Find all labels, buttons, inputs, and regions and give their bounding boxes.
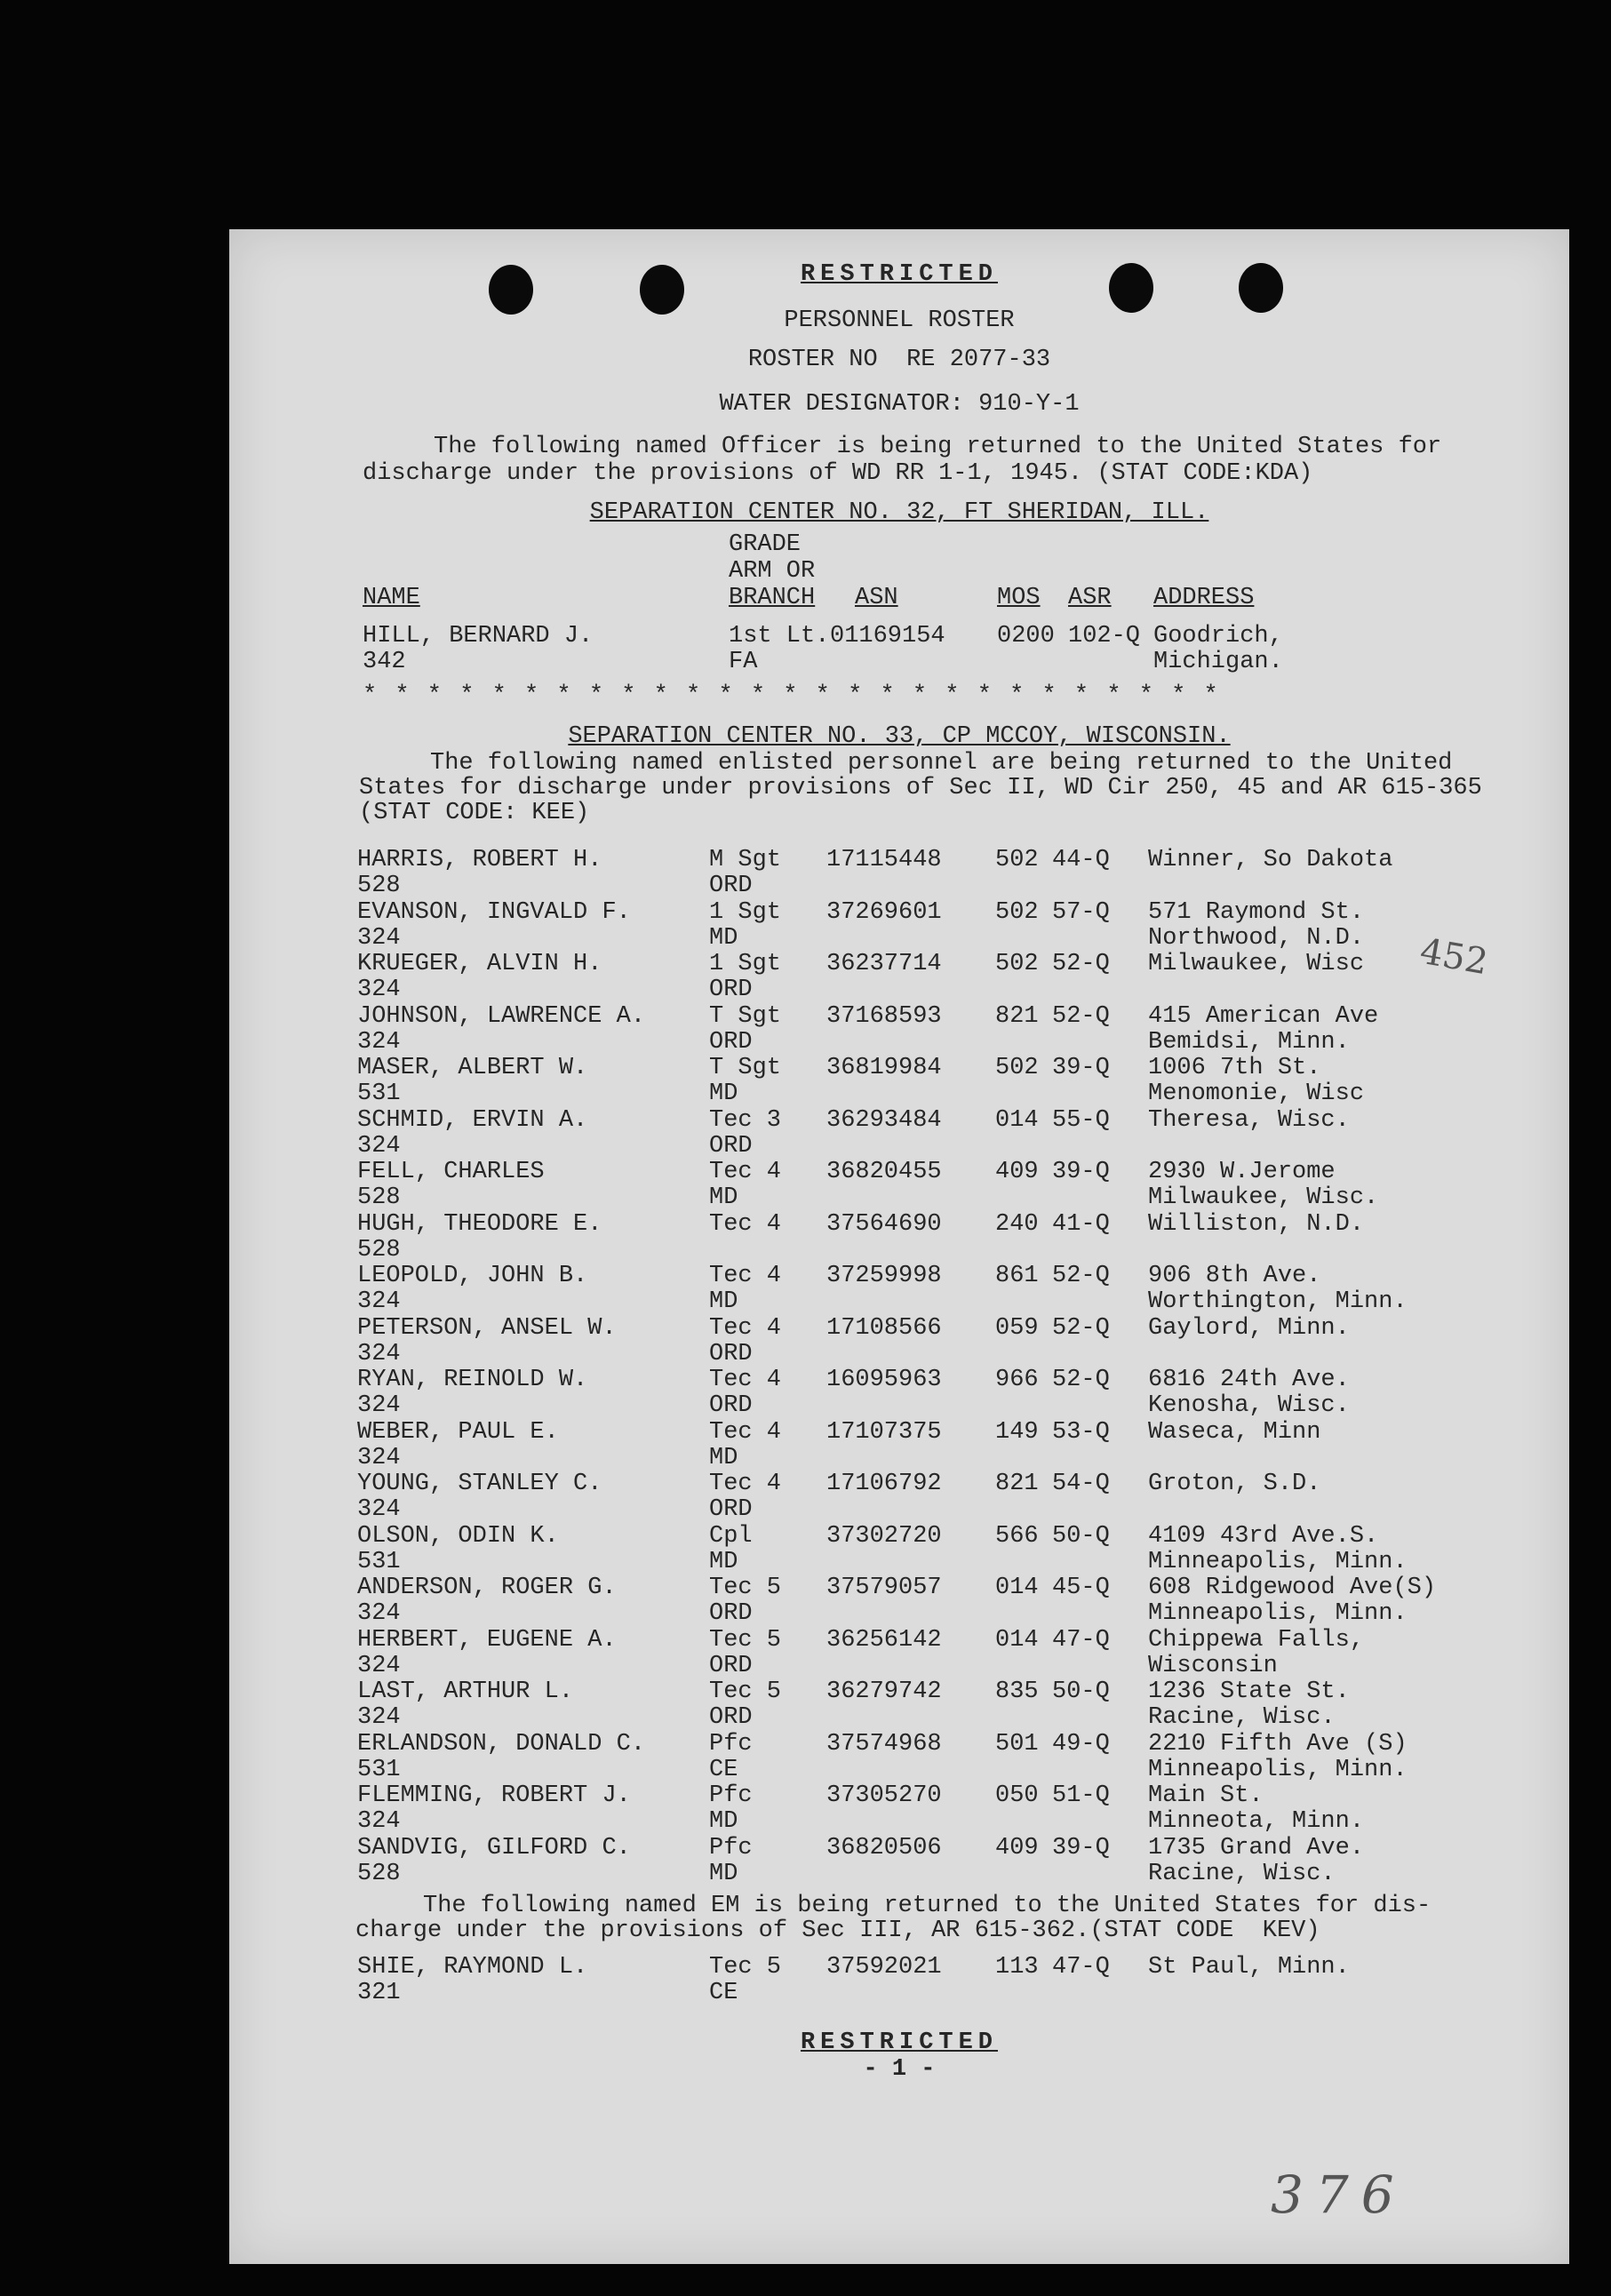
separation-center-32: SEPARATION CENTER NO. 32, FT SHERIDAN, ILL. — [589, 499, 1209, 526]
enlisted-code: 324 — [357, 1028, 401, 1056]
enlisted-asn: 37579057 — [826, 1575, 942, 1601]
enlisted-name: EVANSON, INGVALD F. — [357, 898, 631, 926]
enlisted-code: 528 — [357, 1236, 401, 1264]
enlisted-branch: MD — [709, 1288, 738, 1315]
enlisted-asn: 17107375 — [826, 1418, 942, 1446]
enlisted-address-line1: Williston, N.D. — [1148, 1210, 1365, 1238]
enlisted-code: 324 — [357, 1652, 401, 1679]
enlisted-code: 531 — [357, 1080, 401, 1107]
enlisted-branch: MD — [709, 1080, 738, 1107]
officer-grade: 1st Lt. — [729, 623, 830, 650]
officer-address-line2: Michigan. — [1153, 649, 1283, 675]
enlisted-mos: 149 — [995, 1418, 1039, 1446]
table-row — [229, 1732, 1569, 1783]
enlisted-address-line2: Milwaukee, Wisc. — [1148, 1184, 1379, 1211]
officer-branch: FA — [729, 649, 758, 675]
officer-address-line1: Goodrich, — [1153, 623, 1283, 650]
column-header-grade: GRADE — [729, 531, 802, 558]
enlisted-address-line1: Groton, S.D. — [1148, 1471, 1321, 1497]
enlisted-grade: Tec 5 — [709, 1678, 782, 1705]
restricted-header: RESTRICTED — [800, 261, 999, 288]
enlisted-asr: 52-Q — [1052, 1314, 1110, 1342]
enlisted-code: 324 — [357, 924, 401, 952]
enlisted-intro-line1: The following named enlisted personnel are being returned to the United — [430, 750, 1453, 777]
enlisted-grade: 1 Sgt — [709, 898, 782, 926]
enlisted-name: FLEMMING, ROBERT J. — [357, 1782, 631, 1809]
em-row — [229, 1955, 1569, 2006]
enlisted-name: FELL, CHARLES — [357, 1159, 545, 1185]
table-row — [229, 952, 1569, 1003]
enlisted-grade: M Sgt — [709, 847, 782, 873]
table-row — [229, 1367, 1569, 1419]
enlisted-grade: Tec 4 — [709, 1471, 782, 1497]
enlisted-asn: 37302720 — [826, 1522, 942, 1550]
enlisted-address-line1: Waseca, Minn — [1148, 1418, 1321, 1446]
enlisted-address-line2: Racine, Wisc. — [1148, 1704, 1336, 1731]
enlisted-asr: 52-Q — [1052, 1002, 1110, 1030]
enlisted-code: 324 — [357, 1392, 401, 1419]
separation-center-33: SEPARATION CENTER NO. 33, CP MCCOY, WISCONSIN. — [568, 723, 1231, 750]
enlisted-asn: 37269601 — [826, 898, 942, 926]
enlisted-asr: 52-Q — [1052, 951, 1110, 977]
enlisted-address-line2: Kenosha, Wisc. — [1148, 1392, 1350, 1419]
enlisted-mos: 014 — [995, 1106, 1039, 1134]
enlisted-grade: Pfc — [709, 1730, 753, 1758]
officer-intro-line2: discharge under the provisions of WD RR 1-1, 1945. (STAT CODE:KDA) — [363, 460, 1313, 487]
enlisted-branch: ORD — [709, 1704, 753, 1731]
enlisted-mos: 240 — [995, 1210, 1039, 1238]
table-row — [229, 1108, 1569, 1160]
enlisted-asr: 50-Q — [1052, 1522, 1110, 1550]
enlisted-address-line1: 6816 24th Ave. — [1148, 1367, 1350, 1393]
enlisted-mos: 821 — [995, 1002, 1039, 1030]
enlisted-grade: Tec 5 — [709, 1575, 782, 1601]
column-header-name: NAME — [363, 585, 420, 611]
enlisted-address-line2: Minneapolis, Minn. — [1148, 1600, 1408, 1627]
enlisted-asn: 37564690 — [826, 1210, 942, 1238]
enlisted-mos: 966 — [995, 1367, 1039, 1393]
enlisted-branch: ORD — [709, 1600, 753, 1627]
em-intro-line1: The following named EM is being returned to the United States for dis- — [423, 1893, 1432, 1919]
enlisted-name: HUGH, THEODORE E. — [357, 1210, 602, 1238]
enlisted-name: ANDERSON, ROGER G. — [357, 1575, 617, 1601]
handwritten-margin-number: 452 — [1416, 930, 1491, 984]
table-row — [229, 1524, 1569, 1575]
table-row — [229, 1160, 1569, 1211]
enlisted-code: 531 — [357, 1548, 401, 1575]
enlisted-branch: ORD — [709, 1392, 753, 1419]
enlisted-branch: CE — [709, 1756, 738, 1783]
officer-intro-line1: The following named Officer is being returned to the United States for — [434, 434, 1442, 460]
enlisted-grade: Tec 5 — [709, 1626, 782, 1654]
enlisted-branch: ORD — [709, 873, 753, 899]
em-intro-line2: charge under the provisions of Sec III, AR 615-362.(STAT CODE KEV) — [355, 1917, 1320, 1944]
enlisted-branch: ORD — [709, 1340, 753, 1367]
em-mos: 113 — [995, 1954, 1039, 1981]
enlisted-asn: 36819984 — [826, 1055, 942, 1081]
enlisted-address-line2: Northwood, N.D. — [1148, 924, 1365, 952]
enlisted-grade: Tec 4 — [709, 1159, 782, 1185]
enlisted-asn: 37259998 — [826, 1263, 942, 1289]
officer-asn: 01169154 — [830, 623, 945, 650]
enlisted-address-line1: Gaylord, Minn. — [1148, 1314, 1350, 1342]
enlisted-code: 324 — [357, 1808, 401, 1835]
table-row — [229, 1783, 1569, 1835]
enlisted-intro-line2: States for discharge under provisions of Sec II, WD Cir 250, 45 and AR 615-365 — [359, 775, 1482, 801]
enlisted-branch: MD — [709, 1184, 738, 1211]
enlisted-asn: 37305270 — [826, 1782, 942, 1809]
enlisted-branch: ORD — [709, 977, 753, 1003]
enlisted-asn: 36820506 — [826, 1834, 942, 1862]
enlisted-code: 324 — [357, 1704, 401, 1731]
enlisted-asr: 52-Q — [1052, 1367, 1110, 1393]
table-row — [229, 1056, 1569, 1107]
enlisted-asn: 37168593 — [826, 1002, 942, 1030]
enlisted-grade: Tec 4 — [709, 1367, 782, 1393]
enlisted-address-line1: 571 Raymond St. — [1148, 898, 1365, 926]
enlisted-asr: 41-Q — [1052, 1210, 1110, 1238]
enlisted-address-line1: Main St. — [1148, 1782, 1264, 1809]
column-header-mos: MOS — [997, 585, 1041, 611]
table-row — [229, 1471, 1569, 1523]
enlisted-grade: T Sgt — [709, 1002, 782, 1030]
enlisted-mos: 409 — [995, 1159, 1039, 1185]
enlisted-mos: 502 — [995, 847, 1039, 873]
enlisted-grade: Tec 4 — [709, 1418, 782, 1446]
enlisted-branch: ORD — [709, 1028, 753, 1056]
column-header-address: ADDRESS — [1153, 585, 1255, 611]
enlisted-mos: 014 — [995, 1575, 1039, 1601]
enlisted-code: 531 — [357, 1756, 401, 1783]
enlisted-mos: 821 — [995, 1471, 1039, 1497]
enlisted-asn: 17106792 — [826, 1471, 942, 1497]
restricted-footer: RESTRICTED — [800, 2029, 999, 2056]
enlisted-address-line1: 608 Ridgewood Ave(S) — [1148, 1575, 1437, 1601]
enlisted-address-line1: 4109 43rd Ave.S. — [1148, 1522, 1379, 1550]
em-asn: 37592021 — [826, 1954, 942, 1981]
enlisted-mos: 502 — [995, 1055, 1039, 1081]
enlisted-address-line1: 906 8th Ave. — [1148, 1263, 1321, 1289]
enlisted-mos: 501 — [995, 1730, 1039, 1758]
enlisted-code: 324 — [357, 1132, 401, 1160]
enlisted-address-line1: 1735 Grand Ave. — [1148, 1834, 1365, 1862]
enlisted-name: PETERSON, ANSEL W. — [357, 1314, 617, 1342]
table-row — [229, 1628, 1569, 1679]
enlisted-name: LEOPOLD, JOHN B. — [357, 1263, 588, 1289]
enlisted-code: 324 — [357, 1496, 401, 1523]
enlisted-name: YOUNG, STANLEY C. — [357, 1471, 602, 1497]
enlisted-grade: Tec 4 — [709, 1210, 782, 1238]
column-header-arm-or: ARM OR — [729, 558, 816, 585]
enlisted-asr: 44-Q — [1052, 847, 1110, 873]
table-row — [229, 1420, 1569, 1471]
enlisted-asr: 39-Q — [1052, 1159, 1110, 1185]
enlisted-asr: 55-Q — [1052, 1106, 1110, 1134]
em-branch: CE — [709, 1980, 738, 2006]
officer-mos: 0200 — [997, 623, 1055, 650]
enlisted-address-line1: 415 American Ave — [1148, 1002, 1379, 1030]
table-row — [229, 1679, 1569, 1731]
enlisted-asr: 47-Q — [1052, 1626, 1110, 1654]
enlisted-mos: 502 — [995, 898, 1039, 926]
enlisted-address-line2: Bemidsi, Minn. — [1148, 1028, 1350, 1056]
enlisted-asr: 52-Q — [1052, 1263, 1110, 1289]
enlisted-code: 324 — [357, 977, 401, 1003]
column-header-asn: ASN — [855, 585, 898, 611]
enlisted-address-line1: Milwaukee, Wisc — [1148, 951, 1365, 977]
enlisted-code: 528 — [357, 1184, 401, 1211]
enlisted-asn: 16095963 — [826, 1367, 942, 1393]
enlisted-grade: Tec 4 — [709, 1263, 782, 1289]
enlisted-mos: 861 — [995, 1263, 1039, 1289]
enlisted-asn: 36256142 — [826, 1626, 942, 1654]
enlisted-name: OLSON, ODIN K. — [357, 1522, 559, 1550]
em-address-line1: St Paul, Minn. — [1148, 1954, 1350, 1981]
enlisted-asn: 36237714 — [826, 951, 942, 977]
enlisted-address-line2: Racine, Wisc. — [1148, 1860, 1336, 1887]
enlisted-branch: ORD — [709, 1652, 753, 1679]
enlisted-address-line1: 2930 W.Jerome — [1148, 1159, 1336, 1185]
column-header-asr: ASR — [1068, 585, 1112, 611]
enlisted-asr: 54-Q — [1052, 1471, 1110, 1497]
enlisted-mos: 835 — [995, 1678, 1039, 1705]
enlisted-mos: 050 — [995, 1782, 1039, 1809]
enlisted-address-line2: Menomonie, Wisc — [1148, 1080, 1365, 1107]
enlisted-branch: MD — [709, 1548, 738, 1575]
officer-code: 342 — [363, 649, 406, 675]
enlisted-name: HARRIS, ROBERT H. — [357, 847, 602, 873]
enlisted-address-line2: Wisconsin — [1148, 1652, 1278, 1679]
enlisted-mos: 502 — [995, 951, 1039, 977]
enlisted-name: JOHNSON, LAWRENCE A. — [357, 1002, 646, 1030]
enlisted-asn: 36293484 — [826, 1106, 942, 1134]
enlisted-asr: 45-Q — [1052, 1575, 1110, 1601]
enlisted-name: RYAN, REINOLD W. — [357, 1367, 588, 1393]
enlisted-address-line2: Minneapolis, Minn. — [1148, 1756, 1408, 1783]
enlisted-address-line1: 1236 State St. — [1148, 1678, 1350, 1705]
officer-name: HILL, BERNARD J. — [363, 623, 594, 650]
enlisted-asn: 17108566 — [826, 1314, 942, 1342]
enlisted-intro-line3: (STAT CODE: KEE) — [359, 800, 590, 826]
page-number: - 1 - — [863, 2056, 936, 2083]
enlisted-name: SANDVIG, GILFORD C. — [357, 1834, 631, 1862]
enlisted-address-line1: 1006 7th St. — [1148, 1055, 1321, 1081]
enlisted-mos: 566 — [995, 1522, 1039, 1550]
enlisted-code: 324 — [357, 1600, 401, 1627]
enlisted-name: MASER, ALBERT W. — [357, 1055, 588, 1081]
handwritten-bottom-number: 376 — [1271, 2164, 1407, 2225]
enlisted-name: WEBER, PAUL E. — [357, 1418, 559, 1446]
enlisted-address-line2: Minneapolis, Minn. — [1148, 1548, 1408, 1575]
enlisted-name: ERLANDSON, DONALD C. — [357, 1730, 646, 1758]
table-row — [229, 848, 1569, 899]
enlisted-code: 528 — [357, 1860, 401, 1887]
table-row — [229, 1264, 1569, 1315]
enlisted-asr: 53-Q — [1052, 1418, 1110, 1446]
enlisted-branch: ORD — [709, 1496, 753, 1523]
enlisted-address-line2: Worthington, Minn. — [1148, 1288, 1408, 1315]
enlisted-grade: Tec 4 — [709, 1314, 782, 1342]
enlisted-address-line2: Minneota, Minn. — [1148, 1808, 1365, 1835]
officer-row — [229, 624, 1569, 675]
enlisted-name: HERBERT, EUGENE A. — [357, 1626, 617, 1654]
enlisted-branch: MD — [709, 1860, 738, 1887]
enlisted-branch: ORD — [709, 1132, 753, 1160]
enlisted-code: 528 — [357, 873, 401, 899]
enlisted-address-line1: Chippewa Falls, — [1148, 1626, 1365, 1654]
enlisted-asn: 36279742 — [826, 1678, 942, 1705]
enlisted-grade: 1 Sgt — [709, 951, 782, 977]
enlisted-grade: Pfc — [709, 1782, 753, 1809]
enlisted-grade: Pfc — [709, 1834, 753, 1862]
em-grade: Tec 5 — [709, 1954, 782, 1981]
enlisted-asr: 49-Q — [1052, 1730, 1110, 1758]
em-code: 321 — [357, 1980, 401, 2006]
enlisted-name: KRUEGER, ALVIN H. — [357, 951, 602, 977]
roster-title: PERSONNEL ROSTER — [784, 307, 1015, 334]
em-asr: 47-Q — [1052, 1954, 1110, 1981]
column-header-branch: BRANCH — [729, 585, 816, 611]
table-row — [229, 1316, 1569, 1367]
enlisted-branch: MD — [709, 1808, 738, 1835]
enlisted-branch: MD — [709, 1444, 738, 1471]
enlisted-code: 324 — [357, 1340, 401, 1367]
enlisted-asn: 17115448 — [826, 847, 942, 873]
enlisted-name: SCHMID, ERVIN A. — [357, 1106, 588, 1134]
enlisted-asr: 57-Q — [1052, 898, 1110, 926]
enlisted-mos: 409 — [995, 1834, 1039, 1862]
star-divider: * * * * * * * * * * * * * * * * * * * * * * * * * * * — [363, 682, 1220, 709]
table-row — [229, 1212, 1569, 1264]
enlisted-asn: 37574968 — [826, 1730, 942, 1758]
enlisted-code: 324 — [357, 1288, 401, 1315]
enlisted-mos: 059 — [995, 1314, 1039, 1342]
officer-asr: 102-Q — [1068, 623, 1141, 650]
enlisted-asn: 36820455 — [826, 1159, 942, 1185]
table-row — [229, 1836, 1569, 1887]
water-designator: WATER DESIGNATOR: 910-Y-1 — [719, 391, 1080, 418]
enlisted-grade: Tec 3 — [709, 1106, 782, 1134]
roster-number: ROSTER NO RE 2077-33 — [747, 347, 1051, 373]
enlisted-grade: T Sgt — [709, 1055, 782, 1081]
enlisted-asr: 51-Q — [1052, 1782, 1110, 1809]
enlisted-asr: 39-Q — [1052, 1055, 1110, 1081]
enlisted-asr: 39-Q — [1052, 1834, 1110, 1862]
enlisted-asr: 50-Q — [1052, 1678, 1110, 1705]
enlisted-name: LAST, ARTHUR L. — [357, 1678, 574, 1705]
document-page — [229, 229, 1569, 2264]
enlisted-address-line1: Winner, So Dakota — [1148, 847, 1393, 873]
enlisted-address-line1: 2210 Fifth Ave (S) — [1148, 1730, 1408, 1758]
table-row — [229, 900, 1569, 952]
enlisted-code: 324 — [357, 1444, 401, 1471]
enlisted-mos: 014 — [995, 1626, 1039, 1654]
table-row — [229, 1004, 1569, 1056]
enlisted-branch: MD — [709, 924, 738, 952]
table-row — [229, 1575, 1569, 1627]
em-name: SHIE, RAYMOND L. — [357, 1954, 588, 1981]
enlisted-grade: Cpl — [709, 1522, 753, 1550]
enlisted-address-line1: Theresa, Wisc. — [1148, 1106, 1350, 1134]
